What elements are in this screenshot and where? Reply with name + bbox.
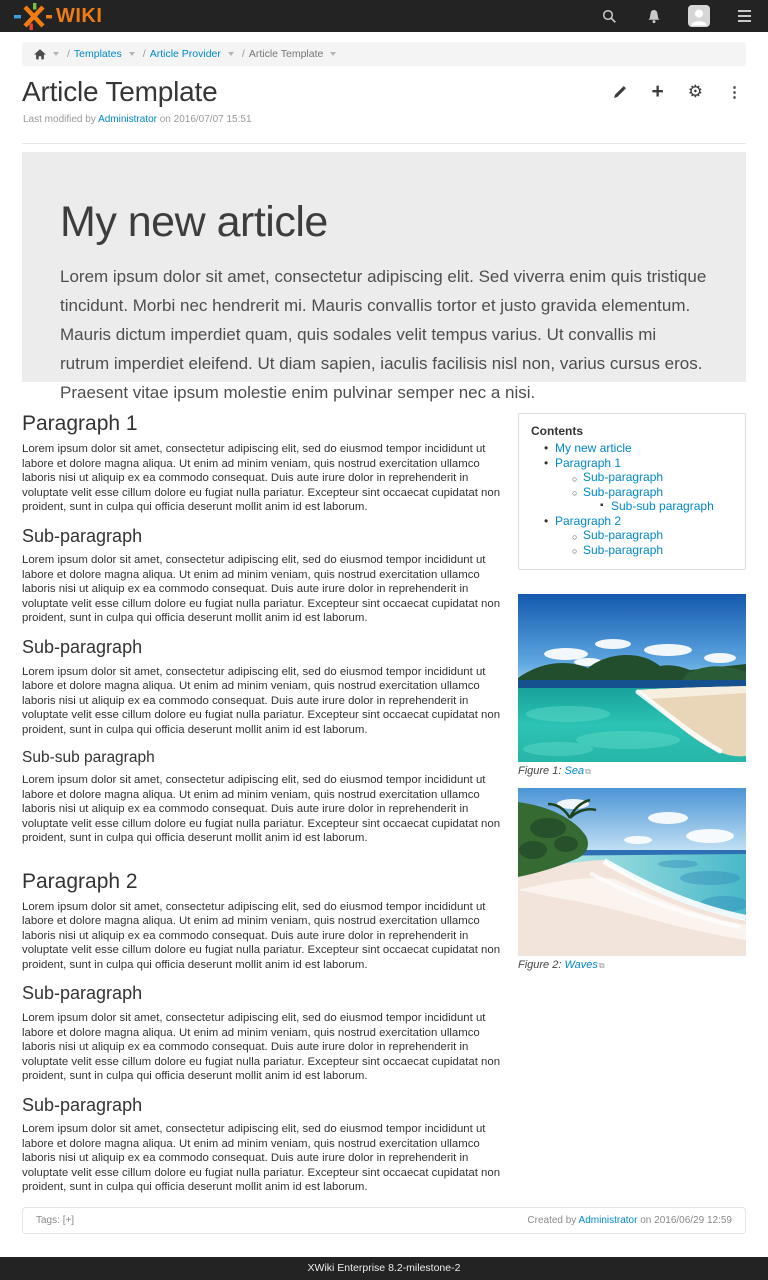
article-hero [22,152,746,402]
external-link-icon: ⧉ [598,961,605,970]
contents-title: Contents [531,424,583,438]
section-heading: Paragraph 1 [22,412,138,435]
section-body: Lorem ipsum dolor sit amet, consectetur adipiscing elit, sed do eiusmod tempor incididunt ut labore et dolore magna aliqua. Ut enim ad minim veniam, quis nostrud exercitation ullamco laboris nisi ut aliquip ex ea commodo consequat. Duis aute irure dolor in reprehenderit in voluptate velit esse cillum dolore eu fugiat nulla pariatur. Excepteur sint occaecat cupidatat non proident, sunt in culpa qui officia deserunt mollit anim id est laborum. [22,554,501,625]
contents-panel [518,413,746,570]
toc-list [531,441,733,557]
breadcrumb-item-current[interactable]: Article Template [249,48,341,60]
hero-title: My new article [60,198,328,246]
bell-icon[interactable] [643,5,665,27]
avatar[interactable] [688,5,710,27]
figure-link-sea[interactable]: Sea [564,765,585,777]
breadcrumb: / Templates / Article Provider / Article Template [22,42,746,66]
external-link-icon: ⧉ [585,767,591,776]
toc-link[interactable]: Sub-sub paragraph [611,499,714,513]
create-plus-icon[interactable]: + [651,80,664,103]
section-body: Lorem ipsum dolor sit amet, consectetur adipiscing elit, sed do eiusmod tempor incididunt ut labore et dolore magna aliqua. Ut enim ad minim veniam, quis nostrud exercitation ullamco laboris nisi ut aliquip ex ea commodo consequat. Duis aute irure dolor in reprehenderit in voluptate velit esse cillum dolore eu fugiat nulla pariatur. Excepteur sint occaecat cupidatat non proident, sunt in culpa qui officia deserunt mollit anim id est laborum. [22,1012,501,1083]
home-icon [34,49,46,60]
created-author-link[interactable]: Administrator [578,1215,638,1226]
last-modified-line: Last modified by Administrator on 2016/07/07 15:51 [23,114,252,125]
figure-sea [518,594,746,777]
top-navbar [0,0,768,32]
doc-info-bar [22,1207,746,1234]
article-sections [22,412,506,1195]
section-body: Lorem ipsum dolor sit amet, consectetur adipiscing elit, sed do eiusmod tempor incididunt ut labore et dolore magna aliqua. Ut enim ad minim veniam, quis nostrud exercitation ullamco laboris nisi ut aliquip ex ea commodo consequat. Duis aute irure dolor in reprehenderit in voluptate velit esse cillum dolore eu fugiat nulla pariatur. Excepteur sint occaecat cupidatat non proident, sunt in culpa qui officia deserunt mollit anim id est laborum. [22,774,501,845]
breadcrumb-item-article-provider[interactable]: Article Provider [150,48,238,60]
chevron-down-icon [228,52,234,56]
figure-caption: Figure 1: Sea⧉ [518,765,591,777]
article-section [22,870,506,973]
figure-waves [518,788,746,971]
page-title: Article Template [22,76,218,107]
tags-area: Tags: [+] [36,1215,75,1226]
breadcrumb-item-templates[interactable]: Templates [74,48,139,60]
modified-author-link[interactable]: Administrator [98,114,157,125]
section-body: Lorem ipsum dolor sit amet, consectetur adipiscing elit, sed do eiusmod tempor incididunt ut labore et dolore magna aliqua. Ut enim ad minim veniam, quis nostrud exercitation ullamco laboris nisi ut aliquip ex ea commodo consequat. Duis aute irure dolor in reprehenderit in voluptate velit esse cillum dolore eu fugiat nulla pariatur. Excepteur sint occaecat cupidatat non proident, sunt in culpa qui officia deserunt mollit anim id est laborum. [22,443,501,514]
figure-caption: Figure 2: Waves⧉ [518,959,605,971]
section-heading: Sub-paragraph [22,983,143,1004]
xwiki-logo[interactable] [13,0,102,32]
footer [0,1257,768,1280]
toc-link[interactable]: Sub-paragraph [583,484,664,499]
waves-beach-photo[interactable] [518,788,746,956]
toc-item [531,514,733,529]
chevron-down-icon [53,52,59,56]
section-heading: Sub-paragraph [22,525,143,546]
section-body: Lorem ipsum dolor sit amet, consectetur adipiscing elit, sed do eiusmod tempor incididunt ut labore et dolore magna aliqua. Ut enim ad minim veniam, quis nostrud exercitation ullamco laboris nisi ut aliquip ex ea commodo consequat. Duis aute irure dolor in reprehenderit in voluptate velit esse cillum dolore eu fugiat nulla pariatur. Excepteur sint occaecat cupidatat non proident, sunt in culpa qui officia deserunt mollit anim id est laborum. [22,900,501,971]
toc-item [531,528,733,543]
chevron-down-icon [129,52,135,56]
header-divider [22,143,746,144]
section-heading: Sub-paragraph [22,636,143,657]
article-section [22,638,506,737]
edit-pencil-icon[interactable] [612,85,627,100]
sidebar [518,413,746,971]
breadcrumb-home[interactable] [34,49,63,60]
section-heading: Sub-sub paragraph [22,749,155,767]
sea-beach-photo[interactable] [518,594,746,762]
toc-link[interactable]: Paragraph 1 [555,455,622,470]
toc-link[interactable]: Sub-paragraph [583,528,664,542]
more-kebab-icon[interactable]: ⋮ [727,84,742,101]
hero-lead: Lorem ipsum dolor sit amet, consectetur adipiscing elit. Sed viverra enim quis tristique tincidunt. Morbi nec hendrerit mi. Mauris convallis tortor et justo gravida elementum. Mauris dictum imperdiet quam, quis sodales velit tempus varius. Ut convallis mi rutrum imperdiet eleifend. Ut diam sapien, iaculis facilisis nisl non, varius cursus eros. Praesent vitae ipsum molestie enim pulvinar semper nec a nisi. [60,267,707,402]
section-body: Lorem ipsum dolor sit amet, consectetur adipiscing elit, sed do eiusmod tempor incididunt ut labore et dolore magna aliqua. Ut enim ad minim veniam, quis nostrud exercitation ullamco laboris nisi ut aliquip ex ea commodo consequat. Duis aute irure dolor in reprehenderit in voluptate velit esse cillum dolore eu fugiat nulla pariatur. Excepteur sint occaecat cupidatat non proident, sunt in culpa qui officia deserunt mollit anim id est laborum. [22,1123,501,1194]
toc-link[interactable]: My new article [555,441,632,455]
xwiki-logo-text: WIKI [56,4,103,27]
xwiki-logo-mark [13,3,55,30]
footer-version-text: XWiki Enterprise 8.2-milestone-2 [307,1262,461,1274]
created-line: Created by Administrator on 2016/06/29 12:59 [527,1215,732,1226]
article-section [22,1096,506,1195]
section-heading: Sub-paragraph [22,1094,143,1115]
chevron-down-icon [330,52,336,56]
page-actions [612,82,746,102]
article-section [22,527,506,626]
section-heading: Paragraph 2 [22,869,138,893]
section-body: Lorem ipsum dolor sit amet, consectetur adipiscing elit, sed do eiusmod tempor incididunt ut labore et dolore magna aliqua. Ut enim ad minim veniam, quis nostrud exercitation ullamco laboris nisi ut aliquip ex ea commodo consequat. Duis aute irure dolor in reprehenderit in voluptate velit esse cillum dolore eu fugiat nulla pariatur. Excepteur sint occaecat cupidatat non proident, sunt in culpa qui officia deserunt mollit anim id est laborum. [22,665,501,736]
toc-item [531,499,733,514]
toc-item [531,543,733,558]
settings-gear-icon[interactable]: ⚙ [687,82,703,101]
toc-item [531,485,733,500]
article-section [22,412,506,515]
search-icon[interactable] [598,5,620,27]
toc-link[interactable]: Sub-paragraph [583,542,664,557]
toc-item [531,441,733,456]
add-tag-button[interactable]: [+] [62,1215,75,1226]
toc-item [531,470,733,485]
toc-item [531,456,733,471]
hamburger-icon[interactable] [733,5,755,27]
toc-link[interactable]: Sub-paragraph [583,470,664,484]
toc-link[interactable]: Paragraph 2 [555,513,622,528]
article-section [22,749,506,846]
article-section [22,984,506,1083]
figure-link-waves[interactable]: Waves [564,959,598,971]
